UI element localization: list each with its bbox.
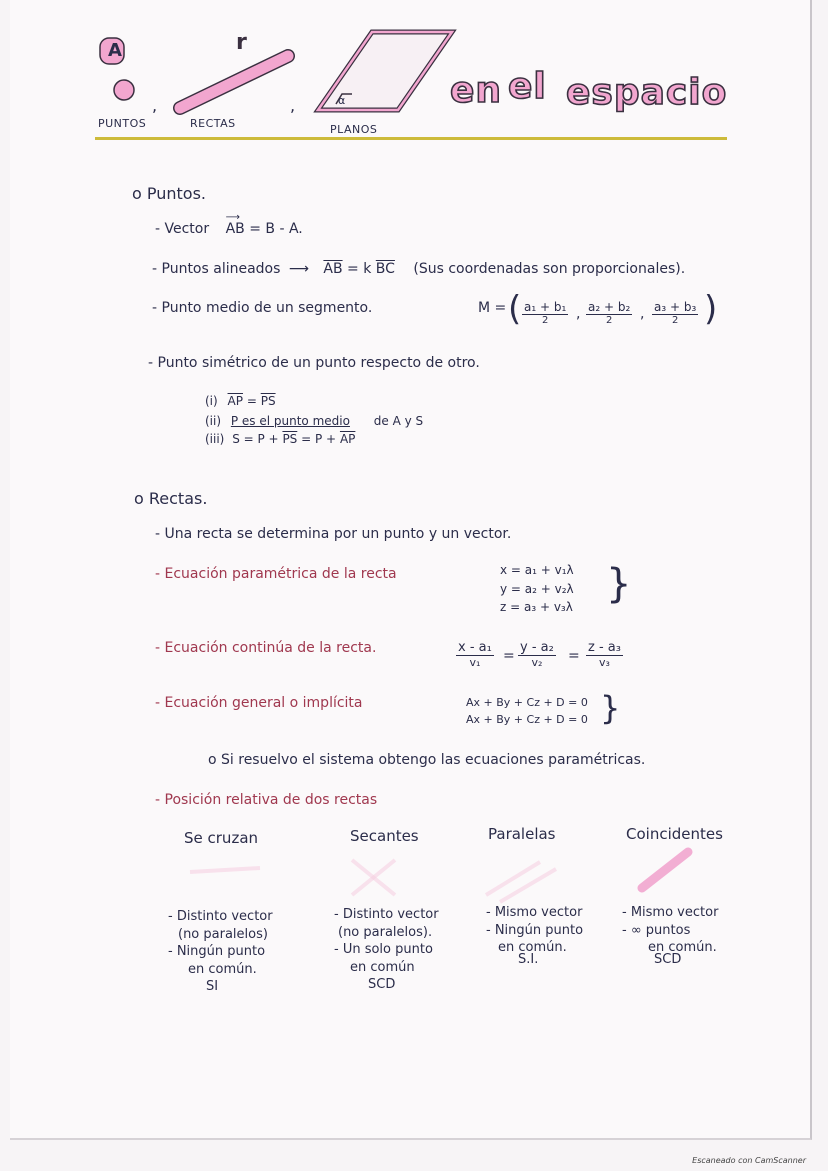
puntos-heading: o Puntos. <box>132 184 207 203</box>
cont-eq-2: = <box>568 648 580 664</box>
coincidentes-stroke <box>642 852 688 888</box>
param-x: x = a₁ + v₁λ <box>500 563 574 577</box>
vector-ab: ⟶ AB <box>225 212 245 237</box>
header-comma-2: , <box>290 96 296 115</box>
param-z: z = a₃ + v₃λ <box>500 600 573 614</box>
general-label: - Ecuación general o implícita <box>155 695 363 711</box>
rectas-heading: o Rectas. <box>134 489 208 508</box>
col-coincidentes-body: - Mismo vector - ∞ puntos en común. SCD <box>622 905 719 967</box>
col-paralelas-body: - Mismo vector - Ningún punto en común. S.I. <box>486 905 584 967</box>
paralelas-stroke-2 <box>500 869 556 902</box>
medio-comma-1: , <box>576 306 581 322</box>
vector-rest: = B - A. <box>249 221 303 237</box>
cont-frac-y: y - a₂ v₂ <box>520 640 554 669</box>
col-paralelas-title: Paralelas <box>488 825 556 843</box>
medio-comma-2: , <box>640 306 645 322</box>
rectas-label: RECTAS <box>190 117 236 130</box>
col-coincidentes <box>626 824 723 844</box>
general-eq-2: Ax + By + Cz + D = 0 <box>466 713 588 726</box>
scanner-watermark: Escaneado con CamScanner <box>692 1156 806 1165</box>
param-brace: } <box>606 561 632 607</box>
plane-alpha-label: α <box>338 94 346 107</box>
alineados-bc: $\overline{BC}$ <box>375 261 395 277</box>
step-2: (ii) P es el punto medio de A y S <box>205 414 424 428</box>
title-el: el <box>508 66 547 107</box>
col-secantes-body: - Distinto vector (no paralelos). - Un solo punto en común SCD <box>334 907 439 993</box>
alineados-label: - Puntos alineados <box>152 261 281 277</box>
col-cruzan-title: Se cruzan <box>184 829 259 847</box>
cont-frac-x: x - a₁ v₁ <box>458 640 492 669</box>
medio-frac-3: a₃ + b₃ 2 <box>654 300 697 326</box>
alineados-note: (Sus coordenadas son proporcionales). <box>413 261 686 277</box>
col-coincidentes-title: Coincidentes <box>626 825 723 843</box>
posicion-label: - Posición relativa de dos rectas <box>155 792 378 808</box>
parametrica-label: - Ecuación paramétrica de la recta <box>155 566 397 582</box>
general-brace: } <box>600 689 621 727</box>
medio-frac-1: a₁ + b₁ 2 <box>524 300 567 326</box>
col-secantes <box>350 826 419 846</box>
alineados-eq: = k <box>347 261 372 277</box>
medio-open-paren: ( <box>508 289 522 329</box>
medio-label: - Punto medio de un segmento. <box>152 300 373 316</box>
step-3: (iii) $S = P + \overline{PS} = P + \overline{AP}$ <box>205 432 356 446</box>
planos-label: PLANOS <box>330 123 378 136</box>
vector-prefix: - Vector <box>155 221 210 237</box>
general-eq-1: Ax + By + Cz + D = 0 <box>466 696 588 709</box>
simetrico-label: - Punto simétrico de un punto respecto de otro. <box>148 355 480 371</box>
medio-m: M = <box>478 300 507 316</box>
alineados-arrow-icon: ⟶ <box>288 261 309 277</box>
paralelas-stroke-1 <box>486 862 540 895</box>
header-comma-1: , <box>152 96 158 115</box>
cont-eq-1: = <box>503 648 515 664</box>
vector-arrow-icon: ⟶ <box>225 212 240 223</box>
cont-frac-z: z - a₃ v₃ <box>588 640 621 669</box>
title-espacio: espacio <box>566 72 728 113</box>
title-en: en <box>450 70 503 111</box>
param-y: y = a₂ + v₂λ <box>500 582 574 596</box>
line-r-label: r <box>236 30 248 55</box>
col-secantes-title: Secantes <box>350 827 419 845</box>
col-cruzan-body: - Distinto vector (no paralelos) - Ningún punto en común. SI <box>168 909 273 995</box>
determina-line: - Una recta se determina por un punto y un vector. <box>155 526 512 542</box>
medio-close-paren: ) <box>704 289 718 329</box>
medio-frac-2: a₂ + b₂ 2 <box>588 300 631 326</box>
col-cruzan <box>168 828 258 848</box>
col-paralelas <box>488 824 556 844</box>
step-1: (i) $\overline{AP} = \overline{PS}$ <box>205 394 276 408</box>
sistema-note: o Si resuelvo el sistema obtengo las ecuaciones paramétricas. <box>208 752 646 768</box>
point-a-label: A <box>108 40 123 61</box>
continua-label: - Ecuación continúa de la recta. <box>155 640 377 656</box>
cruzan-stroke <box>190 868 260 872</box>
alineados-ab: $\overline{AB}$ <box>323 261 343 277</box>
puntos-label: PUNTOS <box>98 117 147 130</box>
